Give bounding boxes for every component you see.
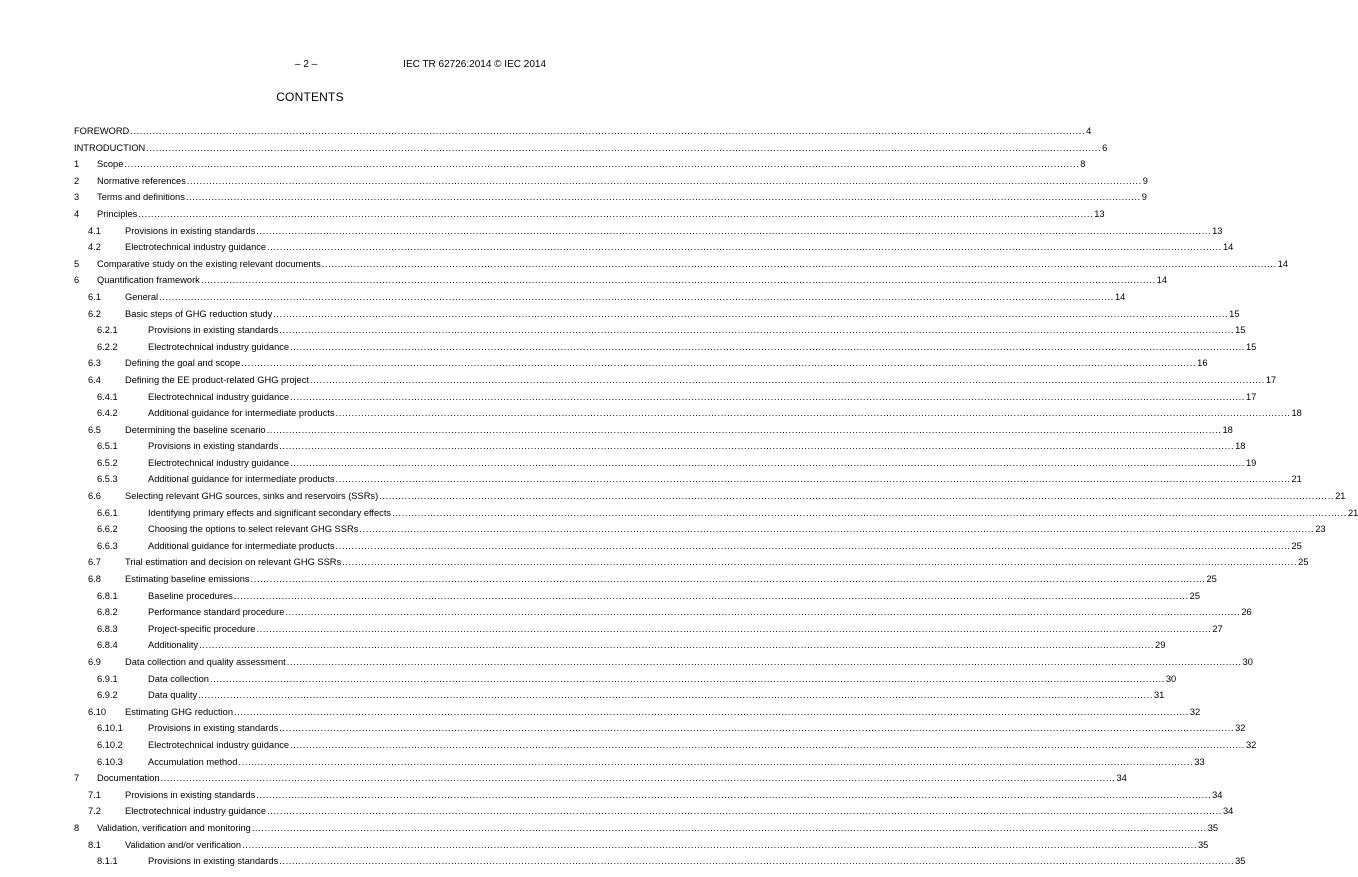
toc-entry-page: 19 <box>1245 457 1257 468</box>
toc-entry[interactable] <box>74 156 1086 173</box>
toc-entry-number: 6.8 <box>88 574 101 585</box>
dot-leader: ............................................................................................................................................................................................................................................................................................................ <box>342 557 1298 568</box>
toc-entry-number: 3 <box>74 192 80 203</box>
toc-entry-label[interactable]: Selecting relevant GHG sources, sinks and reservoirs (SSRs) <box>125 488 379 505</box>
toc-entry[interactable] <box>74 853 1246 870</box>
toc-entry-label[interactable]: Accumulation method <box>148 754 238 771</box>
dot-leader: ............................................................................................................................................................................................................................................................................................................ <box>273 308 1229 319</box>
toc-entry[interactable] <box>74 754 1205 771</box>
toc-entry-label[interactable]: Data collection <box>148 671 210 688</box>
toc-entry-line <box>97 156 1086 173</box>
dot-leader: ............................................................................................................................................................................................................................................................................................................ <box>233 590 1189 601</box>
toc-entry-line <box>148 604 1252 621</box>
toc-entry-label[interactable]: Defining the EE product-related GHG project <box>125 372 310 389</box>
toc-entry-number: 1 <box>74 159 80 170</box>
toc-entry-number: 6.5.1 <box>97 441 118 452</box>
dot-leader: ............................................................................................................................................................................................................................................................................................................ <box>186 175 1142 186</box>
toc-entry[interactable] <box>74 488 1346 505</box>
toc-entry[interactable] <box>74 322 1246 339</box>
toc-entry-label[interactable]: Comparative study on the existing relevant documents <box>97 256 322 273</box>
dot-leader: ............................................................................................................................................................................................................................................................................................................ <box>241 358 1197 369</box>
toc-entry-page: 32 <box>1245 739 1257 750</box>
toc-entry-page: 13 <box>1212 225 1223 236</box>
toc-entry-number: 6.4.1 <box>97 391 118 402</box>
toc-entry-page: 34 <box>1222 806 1234 817</box>
toc-entry-number: 6.2.1 <box>97 325 118 336</box>
toc-entry-label[interactable]: Provisions in existing standards <box>148 720 279 737</box>
dot-leader: ............................................................................................................................................................................................................................................................................................................ <box>279 856 1235 867</box>
dot-leader: ............................................................................................................................................................................................................................................................................................................ <box>209 673 1165 684</box>
toc-entry-page: 35 <box>1235 856 1246 867</box>
toc-entry-label[interactable]: Quantification framework <box>97 272 201 289</box>
toc-entry-label[interactable]: Identifying primary effects and significant secondary effects <box>148 505 392 522</box>
toc-entry-line <box>74 140 1108 157</box>
toc-entry-number: 6.8.1 <box>97 590 118 601</box>
toc-entry[interactable] <box>74 704 1201 721</box>
toc-entry-line <box>148 438 1246 455</box>
dot-leader: ............................................................................................................................................................................................................................................................................................................ <box>234 706 1189 717</box>
toc-entry-line <box>97 770 1127 787</box>
toc-entry-label[interactable]: Electrotechnical industry guidance <box>148 737 290 754</box>
toc-entry[interactable] <box>74 604 1252 621</box>
toc-entry-label[interactable]: Additional guidance for intermediate products <box>148 405 336 422</box>
toc-entry-line <box>148 538 1302 555</box>
toc-entry-line <box>148 687 1165 704</box>
toc-entry[interactable] <box>74 621 1223 638</box>
toc-entry[interactable] <box>74 720 1246 737</box>
dot-leader: ............................................................................................................................................................................................................................................................................................................ <box>290 457 1245 468</box>
toc-entry-label[interactable]: Documentation <box>97 770 161 787</box>
toc-entry-label[interactable]: Electrotechnical industry guidance <box>148 389 290 406</box>
toc-entry-page: 27 <box>1212 623 1223 634</box>
toc-entry[interactable] <box>74 787 1223 804</box>
toc-entry-label[interactable]: Provisions in existing standards <box>148 322 279 339</box>
toc-entry-line <box>148 588 1200 605</box>
toc-entry-number: 2 <box>74 175 80 186</box>
toc-entry-label[interactable]: FOREWORD <box>74 123 130 140</box>
toc-entry-number: 6.2.2 <box>97 341 118 352</box>
toc-entry[interactable] <box>74 422 1233 439</box>
document-id: IEC TR 62726:2014 © IEC 2014 <box>403 59 546 70</box>
toc-entry-label[interactable]: Terms and definitions <box>97 189 186 206</box>
toc-entry-line <box>125 422 1233 439</box>
toc-entry-page: 14 <box>1156 275 1168 286</box>
toc-entry-number: 6.10.1 <box>97 723 123 734</box>
dot-leader: ............................................................................................................................................................................................................................................................................................................ <box>279 723 1235 734</box>
toc-entry-page: 25 <box>1291 540 1302 551</box>
dot-leader: ............................................................................................................................................................................................................................................................................................................ <box>285 607 1241 618</box>
toc-entry-page: 17 <box>1245 391 1257 402</box>
dot-leader: ............................................................................................................................................................................................................................................................................................................ <box>238 756 1194 767</box>
toc-entry[interactable] <box>74 239 1234 256</box>
dot-leader: ............................................................................................................................................................................................................................................................................................................ <box>130 126 1086 136</box>
toc-entry[interactable] <box>74 820 1219 837</box>
toc-entry-label[interactable]: Additional guidance for intermediate products <box>148 471 336 488</box>
toc-entry-label[interactable]: Electrotechnical industry guidance <box>148 339 290 356</box>
toc-entry[interactable] <box>74 289 1126 306</box>
toc-entry-number: 6.8.3 <box>97 623 118 634</box>
dot-leader: ............................................................................................................................................................................................................................................................................................................ <box>279 441 1235 452</box>
toc-entry[interactable] <box>74 405 1302 422</box>
toc-entry-page: 25 <box>1206 574 1217 585</box>
toc-entry-number: 6.6.3 <box>97 540 118 551</box>
toc-entry-page: 6 <box>1102 142 1108 153</box>
toc-entry-line <box>97 189 1147 206</box>
toc-entry[interactable] <box>74 256 1288 273</box>
page-title: CONTENTS <box>276 90 344 104</box>
dot-leader: ............................................................................................................................................................................................................................................................................................................ <box>286 657 1242 667</box>
toc-entry-line <box>148 339 1257 356</box>
toc-entry-page: 35 <box>1207 822 1219 833</box>
toc-entry[interactable] <box>74 538 1302 555</box>
dot-leader: ............................................................................................................................................................................................................................................................................................................ <box>159 291 1114 302</box>
dot-leader: ............................................................................................................................................................................................................................................................................................................ <box>138 208 1094 219</box>
toc-entry[interactable] <box>74 837 1209 854</box>
toc-entry-page: 4 <box>1086 126 1092 136</box>
toc-entry-page: 15 <box>1245 341 1257 352</box>
toc-entry[interactable] <box>74 770 1127 787</box>
toc-entry-label[interactable]: Provisions in existing standards <box>125 787 256 804</box>
dot-leader: ............................................................................................................................................................................................................................................................................................................ <box>185 192 1141 203</box>
toc-entry-label[interactable]: Determining the baseline scenario <box>125 422 267 439</box>
toc-entry-label[interactable]: Data collection and quality assessment <box>125 654 287 671</box>
toc-entry-number: 6.9 <box>88 657 101 667</box>
dot-leader: ............................................................................................................................................................................................................................................................................................................ <box>309 374 1265 385</box>
toc-entry-page: 31 <box>1154 690 1165 701</box>
toc-entry[interactable] <box>74 173 1148 190</box>
toc-entry-page: 30 <box>1242 657 1253 667</box>
toc-entry-number: 6.1 <box>88 291 101 302</box>
dot-leader: ............................................................................................................................................................................................................................................................................................................ <box>160 773 1116 784</box>
toc-entry-number: 6.5 <box>88 424 101 435</box>
toc-entry-label[interactable]: Additional guidance for intermediate products <box>148 538 336 555</box>
toc-entry-label[interactable]: INTRODUCTION <box>74 140 146 157</box>
toc-entry-label[interactable]: Electrotechnical industry guidance <box>125 239 267 256</box>
toc-entry-number: 6.9.1 <box>97 673 118 684</box>
toc-entry-page: 14 <box>1222 242 1234 253</box>
toc-entry-label[interactable]: Validation and/or verification <box>125 837 242 854</box>
dot-leader: ............................................................................................................................................................................................................................................................................................................ <box>279 325 1235 336</box>
dot-leader: ............................................................................................................................................................................................................................................................................................................ <box>290 341 1245 352</box>
toc-entry-number: 6.4 <box>88 374 101 385</box>
toc-entry-line <box>125 704 1201 721</box>
toc-entry-label[interactable]: Provisions in existing standards <box>125 223 256 240</box>
toc-entry-line <box>125 223 1223 240</box>
dot-leader: ............................................................................................................................................................................................................................................................................................................ <box>256 225 1212 236</box>
toc-entry-number: 6 <box>74 275 80 286</box>
dot-leader: ............................................................................................................................................................................................................................................................................................................ <box>124 159 1080 170</box>
toc-entry[interactable] <box>74 272 1168 289</box>
toc-entry[interactable] <box>74 471 1302 488</box>
dot-leader: ............................................................................................................................................................................................................................................................................................................ <box>335 540 1291 551</box>
toc-entry-number: 4 <box>74 208 80 219</box>
toc-entry[interactable] <box>74 671 1177 688</box>
toc-entry-page: 18 <box>1222 424 1233 435</box>
dot-leader: ............................................................................................................................................................................................................................................................................................................ <box>250 574 1206 585</box>
dot-leader: ............................................................................................................................................................................................................................................................................................................ <box>146 142 1102 153</box>
toc-entry-label[interactable]: Project-specific procedure <box>148 621 256 638</box>
toc-entry-line <box>148 389 1257 406</box>
toc-entry[interactable] <box>74 588 1200 605</box>
toc-entry-line <box>97 820 1219 837</box>
toc-entry-number: 6.9.2 <box>97 690 118 701</box>
toc-entry-number: 4.1 <box>88 225 101 236</box>
toc-entry-line <box>148 720 1246 737</box>
toc-entry-page: 34 <box>1116 773 1127 784</box>
toc-entry[interactable] <box>74 687 1165 704</box>
toc-entry-number: 6.5.3 <box>97 474 118 485</box>
dot-leader: ............................................................................................................................................................................................................................................................................................................ <box>321 258 1277 269</box>
toc-entry-label[interactable]: Electrotechnical industry guidance <box>125 803 267 820</box>
toc-entry-page: 29 <box>1155 640 1166 651</box>
dot-leader: ............................................................................................................................................................................................................................................................................................................ <box>379 491 1335 502</box>
toc-entry-label[interactable]: Normative references <box>97 173 187 190</box>
toc-entry[interactable] <box>74 206 1105 223</box>
toc-entry-line <box>125 554 1309 571</box>
toc-entry[interactable] <box>74 123 1092 140</box>
toc-entry-line <box>125 837 1209 854</box>
dot-leader: ............................................................................................................................................................................................................................................................................................................ <box>256 623 1212 634</box>
toc-entry-number: 5 <box>74 258 80 269</box>
toc-entry-number: 6.6.2 <box>97 524 118 535</box>
page-header <box>0 59 620 75</box>
toc-entry-label[interactable]: Data quality <box>148 687 198 704</box>
toc-entry[interactable] <box>74 505 1358 522</box>
toc-entry[interactable] <box>74 389 1257 406</box>
dot-leader: ............................................................................................................................................................................................................................................................................................................ <box>242 839 1197 850</box>
toc-entry-line <box>148 853 1246 870</box>
toc-entry-number: 6.3 <box>88 358 101 369</box>
toc-entry-line <box>97 272 1168 289</box>
toc-entry-number: 8.1.1 <box>97 856 118 867</box>
toc-entry-page: 30 <box>1165 673 1177 684</box>
toc-entry-number: 6.2 <box>88 308 101 319</box>
dot-leader: ............................................................................................................................................................................................................................................................................................................ <box>290 739 1245 750</box>
toc-entry-line <box>74 123 1092 140</box>
toc-entry-page: 15 <box>1235 325 1246 336</box>
toc-entry-label[interactable]: Trial estimation and decision on relevant GHG SSRs <box>125 554 342 571</box>
toc-entry-number: 7 <box>74 773 80 784</box>
toc-entry-line <box>148 637 1166 654</box>
toc-entry-label[interactable]: Scope <box>97 156 124 173</box>
toc-entry-number: 6.10 <box>88 706 107 717</box>
toc-entry[interactable] <box>74 355 1208 372</box>
toc-entry[interactable] <box>74 140 1108 157</box>
dot-leader: ............................................................................................................................................................................................................................................................................................................ <box>266 424 1222 435</box>
dot-leader: ............................................................................................................................................................................................................................................................................................................ <box>267 242 1222 253</box>
dot-leader: ............................................................................................................................................................................................................................................................................................................ <box>251 822 1207 833</box>
toc-entry-page: 23 <box>1315 524 1326 535</box>
toc-entry-page: 21 <box>1291 474 1302 485</box>
toc-entry-page: 32 <box>1189 706 1201 717</box>
toc-entry-page: 15 <box>1229 308 1240 319</box>
toc-entry[interactable] <box>74 571 1217 588</box>
toc-entry-label[interactable]: Estimating baseline emissions <box>125 571 251 588</box>
toc-entry-line <box>125 306 1240 323</box>
toc-entry-page: 32 <box>1235 723 1246 734</box>
toc-entry-label[interactable]: Basic steps of GHG reduction study <box>125 306 273 323</box>
toc-entry-line <box>97 206 1105 223</box>
toc-entry-page: 25 <box>1189 590 1200 601</box>
toc-entry-label[interactable]: Provisions in existing standards <box>148 853 279 870</box>
toc-entry-line <box>148 621 1223 638</box>
toc-entry-line <box>125 803 1234 820</box>
toc-entry-label[interactable]: Baseline procedures <box>148 588 234 605</box>
toc-entry-page: 26 <box>1241 607 1252 618</box>
dot-leader: ............................................................................................................................................................................................................................................................................................................ <box>335 408 1291 419</box>
toc-entry-number: 6.4.2 <box>97 408 118 419</box>
toc-entry-line <box>148 671 1177 688</box>
toc-entry-page: 21 <box>1347 507 1358 518</box>
toc-entry-number: 8 <box>74 822 80 833</box>
toc-entry-page: 16 <box>1197 358 1208 369</box>
toc-entry[interactable] <box>74 554 1309 571</box>
toc-entry[interactable] <box>74 455 1257 472</box>
toc-entry-number: 4.2 <box>88 242 101 253</box>
toc-entry-line <box>148 505 1358 522</box>
toc-entry-number: 7.2 <box>88 806 101 817</box>
dot-leader: ............................................................................................................................................................................................................................................................................................................ <box>335 474 1291 485</box>
toc-entry-page: 34 <box>1212 789 1223 800</box>
toc-entry-page: 9 <box>1142 175 1148 186</box>
toc-entry-label[interactable]: Additionality <box>148 637 199 654</box>
dot-leader: ............................................................................................................................................................................................................................................................................................................ <box>256 789 1212 800</box>
dot-leader: ............................................................................................................................................................................................................................................................................................................ <box>199 640 1155 651</box>
toc-entry-line <box>97 256 1288 273</box>
toc-entry-number: 6.10.2 <box>97 739 123 750</box>
toc-entry-line <box>148 737 1257 754</box>
toc-entry[interactable] <box>74 737 1257 754</box>
table-of-contents <box>74 123 1358 870</box>
toc-entry-label[interactable]: Provisions in existing standards <box>148 438 279 455</box>
toc-entry-line <box>125 239 1234 256</box>
dot-leader: ............................................................................................................................................................................................................................................................................................................ <box>198 690 1153 701</box>
toc-entry-line <box>148 754 1205 771</box>
toc-entry-line <box>125 787 1223 804</box>
toc-entry-page: 17 <box>1265 374 1277 385</box>
toc-entry-line <box>125 355 1208 372</box>
toc-entry[interactable] <box>74 438 1246 455</box>
toc-entry-page: 35 <box>1198 839 1209 850</box>
toc-entry[interactable] <box>74 637 1166 654</box>
toc-entry-page: 25 <box>1298 557 1309 568</box>
toc-entry-page: 21 <box>1335 491 1346 502</box>
dot-leader: ............................................................................................................................................................................................................................................................................................................ <box>359 524 1315 535</box>
toc-entry-line <box>97 173 1148 190</box>
toc-entry-page: 18 <box>1291 408 1302 419</box>
toc-entry-number: 6.10.3 <box>97 756 123 767</box>
toc-entry-line <box>148 471 1302 488</box>
toc-entry-line <box>125 372 1277 389</box>
toc-entry-line <box>125 488 1346 505</box>
toc-entry[interactable] <box>74 521 1326 538</box>
toc-entry[interactable] <box>74 339 1257 356</box>
toc-entry-label[interactable]: Electrotechnical industry guidance <box>148 455 290 472</box>
toc-entry-number: 8.1 <box>88 839 101 850</box>
toc-entry-label[interactable]: Choosing the options to select relevant GHG SSRs <box>148 521 359 538</box>
toc-entry[interactable] <box>74 372 1277 389</box>
toc-entry-page: 8 <box>1080 159 1086 170</box>
toc-entry[interactable] <box>74 189 1147 206</box>
toc-entry-number: 7.1 <box>88 789 101 800</box>
toc-entry-number: 6.6.1 <box>97 507 118 518</box>
toc-entry-page: 33 <box>1194 756 1205 767</box>
toc-entry-number: 6.6 <box>88 491 101 502</box>
toc-entry-line <box>125 571 1217 588</box>
toc-entry-page: 18 <box>1235 441 1246 452</box>
toc-entry-page: 9 <box>1141 192 1147 203</box>
toc-entry-label[interactable]: Estimating GHG reduction <box>125 704 234 721</box>
toc-entry-line <box>148 405 1302 422</box>
toc-entry-label[interactable]: Performance standard procedure <box>148 604 285 621</box>
dot-leader: ............................................................................................................................................................................................................................................................................................................ <box>267 806 1222 817</box>
toc-entry-number: 6.5.2 <box>97 457 118 468</box>
page-number: – 2 – <box>295 59 318 70</box>
toc-entry-line <box>148 322 1246 339</box>
toc-entry[interactable] <box>74 803 1234 820</box>
dot-leader: ............................................................................................................................................................................................................................................................................................................ <box>200 275 1156 286</box>
toc-entry-page: 13 <box>1094 208 1105 219</box>
toc-entry-line <box>125 654 1253 671</box>
toc-entry[interactable] <box>74 223 1223 240</box>
toc-entry-number: 6.7 <box>88 557 101 568</box>
dot-leader: ............................................................................................................................................................................................................................................................................................................ <box>392 507 1347 518</box>
dot-leader: ............................................................................................................................................................................................................................................................................................................ <box>290 391 1245 402</box>
toc-entry[interactable] <box>74 306 1240 323</box>
toc-entry[interactable] <box>74 654 1253 671</box>
toc-entry-label[interactable]: Defining the goal and scope <box>125 355 241 372</box>
toc-entry-page: 14 <box>1114 291 1126 302</box>
toc-entry-line <box>125 289 1126 306</box>
toc-entry-page: 14 <box>1277 258 1288 269</box>
toc-entry-label[interactable]: General <box>125 289 159 306</box>
toc-entry-label[interactable]: Principles <box>97 206 138 223</box>
toc-entry-number: 6.8.4 <box>97 640 118 651</box>
toc-entry-number: 6.8.2 <box>97 607 118 618</box>
toc-entry-line <box>148 455 1257 472</box>
toc-entry-line <box>148 521 1326 538</box>
toc-entry-label[interactable]: Validation, verification and monitoring <box>97 820 252 837</box>
